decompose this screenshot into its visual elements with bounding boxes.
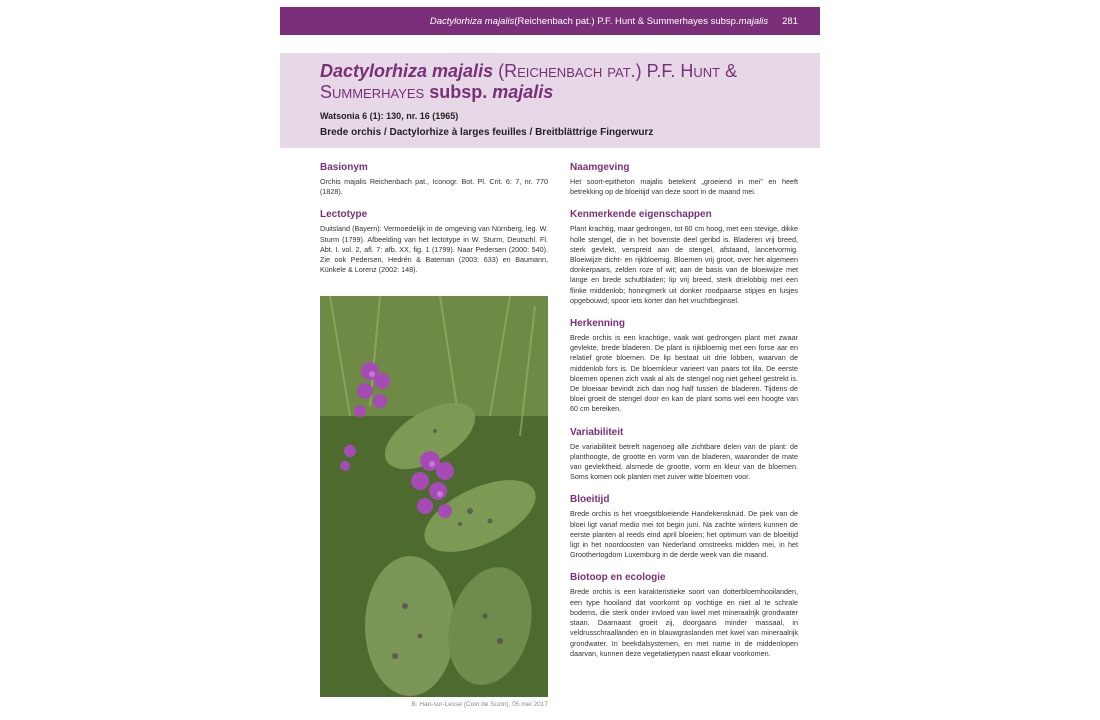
section-heading: Basionym: [320, 162, 368, 173]
title-box: [280, 53, 820, 148]
section-heading: Naamgeving: [570, 162, 630, 173]
section-variabiliteit: [570, 427, 798, 483]
section-basionym: [320, 162, 548, 197]
running-head-authors: (Reichenbach pat.) P.F. Hunt & Summerhayes subsp.: [514, 15, 739, 27]
section-text: Brede orchis is het vroegstbloeiende Handekenskruid. De piek van de bloei ligt vanaf medio mei tot begin juni. Na zachte winters kunnen de eerste planten al reeds eind april bloeien; het optimum van de bloeitijd ligt in het noordoosten van Nederland omstreeks midden mei, in het Groothertogdom Luxemburg in de derde week van die maand.: [570, 509, 798, 560]
section-lectotype: [320, 209, 548, 275]
section-text: Duitsland (Bayern): Vermoedelijk in de omgeving van Nürnberg, leg. W. Sturm (1799). Afbeelding van het lectotype in W. Sturm, Deutschl. Fl. Abt. I. vol. 2, afl. 7: afb. XX, fig. 1 (1799). Naar Pedersen (2000: 540). Zie ook Pedersen, Hedrén & Bateman (2003: 633) en Baumann, Künkele & Lorenz (2002: 148).: [320, 224, 548, 275]
section-naamgeving: [570, 162, 798, 197]
section-text: Het soort-epitheton majalis betekent „groeiend in mei" en heeft betrekking op de bloeitijd van deze soort in de maand mei.: [570, 177, 798, 197]
section-kenmerken: [570, 209, 798, 306]
title-rank: subsp.: [429, 82, 493, 102]
running-head-species: Dactylorhiza majalis: [429, 15, 515, 27]
section-heading: Herkenning: [570, 318, 626, 330]
left-column: [320, 162, 548, 287]
section-text: Plant krachtig, maar gedrongen, tot 60 cm hoog, met een stevige, dikke holle stengel, die in het bovenste deel geribd is. Bladeren vrij breed, sterk gevlekt, verspreid aan de stengel, afstaand, lancetvormig. Bloeiwijze dicht- en rijkbloemig. Bloemen vrij groot, over het algemeen donkerpaars, zelden roze of wit; aan de basis van de bloeiwijze met lange en brede schutbladen; lip vrij breed, sterk drielobbig met een flinke middenlob; honingmerk uit donker roodpaarse stipjes en lusjes opgebouwd; spoor iets korter dan het vruchtbeginsel.: [570, 224, 798, 305]
page-number: 281: [782, 15, 798, 27]
running-head: [280, 7, 820, 35]
section-text: De variabiliteit betreft nagenoeg alle zichtbare delen van de plant: de planthoogte, de grootte en vorm van de bladeren, waaronder de mate van gevlektheid, alsmede de grootte, vorm en kleur van de bloemen. Soms komen ook planten met zuiver witte bloemen voor.: [570, 441, 798, 482]
section-text: Brede orchis is een krachtige, vaak wat gedrongen plant met zwaar gevlekte, brede bladeren. De plant is rijkbloemig met een forse aar en relatief grote bloemen. De lip bestaat uit drie lobben, waarvan de middenlob fors is. De bloemkleur varieert van paars tot lila. De eerste bloemen openen zich vaak al als de stengel nog niet geheel gestrekt is. De bloeiaar bevindt zich dan nog half tussen de bladeren. Tijdens de bloei groeit de stengel door en kan de plant soms wel een hoogte van 60 cm bereiken.: [570, 333, 798, 414]
section-biotoop: [570, 572, 798, 658]
section-bloeitijd: [570, 494, 798, 560]
page-title: [320, 61, 790, 103]
title-infraspecific: majalis: [492, 82, 554, 102]
section-herkenning: [570, 318, 798, 415]
section-heading: Variabiliteit: [570, 426, 624, 438]
section-heading: Lectotype: [320, 209, 368, 221]
section-text: Brede orchis is een karakteristieke soort van dotterbloemhooilanden, een type hooiland dat voorkomt op vochtige en niet al te schrale bodems, die sterk onder invloed van kwel met mineraalrijk grondwater staan. Daarnaast groeit zij, doorgaans minder massaal, in veldrusschraallanden en in blauwgraslanden met kwel van mineraalrijk grondwater. In beekdalsystemen, en met name in de middenlopen daarvan, kunnen deze vegetatietypen naast elkaar voorkomen.: [570, 587, 798, 658]
section-heading: Bloeitijd: [570, 494, 610, 506]
book-page: [280, 0, 820, 720]
section-heading: Biotoop en ecologie: [570, 572, 666, 584]
section-text: Orchis majalis Reichenbach pat., Iconogr. Bot. Pl. Crit. 6: 7, nr. 770 (1828).: [320, 177, 548, 197]
photo-caption: B: Han-sur-Lesse (Coin de Suzin), 05 mei 2017: [411, 701, 548, 708]
title-authority: (Reichenbach pat.) P.F. Hunt & Summerhayes: [320, 61, 738, 102]
running-head-infra: majalis: [738, 15, 769, 27]
orchid-photo-illustration: [320, 296, 548, 697]
vernacular-names: Brede orchis / Dactylorhize à larges feuilles / Breitblättrige Fingerwurz: [320, 127, 654, 138]
citation: Watsonia 6 (1): 130, nr. 16 (1965): [320, 111, 459, 121]
title-species: Dactylorhiza majalis: [320, 61, 494, 81]
orchid-photo: [320, 296, 548, 697]
right-column: [570, 162, 798, 671]
section-heading: Kenmerkende eigenschappen: [570, 209, 712, 221]
